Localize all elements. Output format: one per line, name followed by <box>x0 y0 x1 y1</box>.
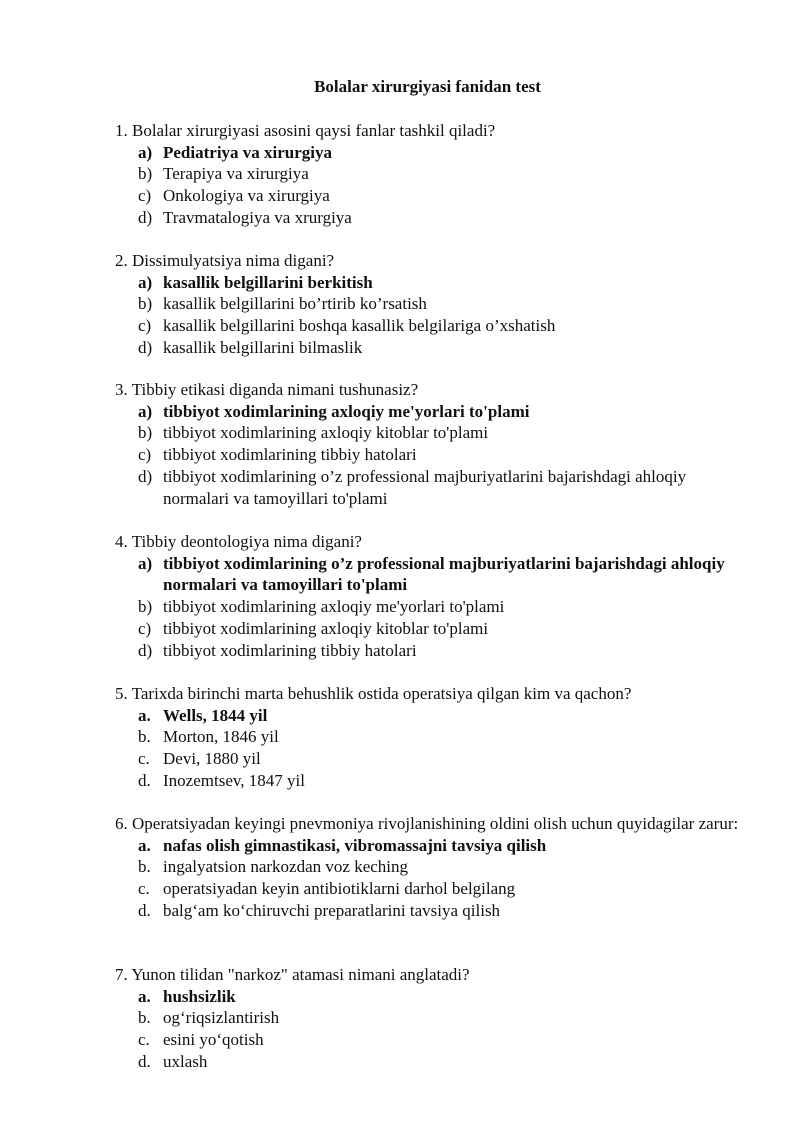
option-text: nafas olish gimnastikasi, vibromassajni tavsiya qilish <box>163 835 547 855</box>
question-1 <box>115 120 755 229</box>
option-text: tibbiyot xodimlarining tibbiy hatolari <box>163 640 417 660</box>
option-label: c. <box>138 1030 150 1050</box>
answer-option <box>115 1051 755 1073</box>
option-label: d) <box>138 337 153 357</box>
option-text: Pediatriya va xirurgiya <box>163 142 333 162</box>
option-label: b) <box>138 164 153 184</box>
option-text: esini yo‘qotish <box>163 1030 264 1050</box>
answer-option <box>115 163 755 185</box>
option-label: c. <box>138 879 150 899</box>
option-text: tibbiyot xodimlarining tibbiy hatolari <box>163 445 417 465</box>
option-label: c. <box>138 749 150 769</box>
correct-answer-option <box>115 705 755 727</box>
answer-option <box>115 640 755 662</box>
option-text: Terapiya va xirurgiya <box>163 164 309 184</box>
answer-option <box>115 726 755 748</box>
answer-option <box>115 618 755 640</box>
options-list <box>115 142 755 229</box>
answer-option <box>115 1007 755 1029</box>
option-label: c) <box>138 316 152 336</box>
option-label: a) <box>138 142 153 162</box>
option-text: Travmatalogiya va xrurgiya <box>163 207 352 227</box>
page-title: Bolalar xirurgiyasi fanidan test <box>314 77 541 96</box>
option-label: b. <box>138 857 151 877</box>
option-label: a. <box>138 705 151 725</box>
option-label: d) <box>138 207 153 227</box>
option-label: d. <box>138 1051 151 1071</box>
answer-option <box>115 856 755 878</box>
answer-option <box>115 900 755 922</box>
correct-answer-option <box>115 272 755 294</box>
answer-option <box>115 422 755 444</box>
option-label: d) <box>138 466 153 486</box>
option-label: c) <box>138 186 152 206</box>
options-list <box>115 272 755 359</box>
answer-option <box>115 207 755 229</box>
option-text: kasallik belgillarini bo’rtirib ko’rsatish <box>163 294 427 314</box>
option-text: tibbiyot xodimlarining axloqiy kitoblar to'plami <box>163 618 489 638</box>
option-label: a. <box>138 835 151 855</box>
option-text: Inozemtsev, 1847 yil <box>163 770 305 790</box>
option-text: kasallik belgillarini berkitish <box>163 272 373 292</box>
question-text: 4. Tibbiy deontologiya nima digani? <box>115 532 362 551</box>
correct-answer-option <box>115 553 755 596</box>
option-label: c) <box>138 618 152 638</box>
question-text: 2. Dissimulyatsiya nima digani? <box>115 251 335 270</box>
option-label: b) <box>138 423 153 443</box>
answer-option <box>115 596 755 618</box>
option-text: kasallik belgillarini boshqa kasallik belgilariga o’xshatish <box>163 316 556 336</box>
option-label: c) <box>138 445 152 465</box>
option-text: og‘riqsizlantirish <box>163 1008 280 1028</box>
answer-option <box>115 466 755 509</box>
options-list <box>115 553 755 662</box>
option-text: kasallik belgillarini bilmaslik <box>163 337 363 357</box>
answer-option <box>115 315 755 337</box>
option-label: a) <box>138 401 153 421</box>
options-list <box>115 705 755 792</box>
answer-option <box>115 878 755 900</box>
option-label: b) <box>138 294 153 314</box>
option-text: tibbiyot xodimlarining axloqiy me'yorlari to'plami <box>163 597 505 617</box>
option-text: tibbiyot xodimlarining axloqiy kitoblar to'plami <box>163 423 489 443</box>
option-text: ingalyatsion narkozdan voz keching <box>163 857 409 877</box>
answer-option <box>115 185 755 207</box>
correct-answer-option <box>115 986 755 1008</box>
correct-answer-option <box>115 401 755 423</box>
question-text: 1. Bolalar xirurgiyasi asosini qaysi fanlar tashkil qiladi? <box>115 121 496 140</box>
options-list <box>115 401 755 510</box>
option-text: hushsizlik <box>163 986 236 1006</box>
option-text: Devi, 1880 yil <box>163 749 261 769</box>
option-label: d. <box>138 900 151 920</box>
question-5 <box>115 683 755 792</box>
option-text: operatsiyadan keyin antibiotiklarni darhol belgilang <box>163 879 516 899</box>
question-text: 6. Operatsiyadan keyingi pnevmoniya rivojlanishining oldini olish uchun quyidagilar zarur: <box>115 814 739 833</box>
option-text: balg‘am ko‘chiruvchi preparatlarini tavsiya qilish <box>163 900 501 920</box>
option-label: a) <box>138 553 153 573</box>
question-text: 5. Tarixda birinchi marta behushlik ostida operatsiya qilgan kim va qachon? <box>115 684 632 703</box>
correct-answer-option <box>115 835 755 857</box>
option-label: a. <box>138 986 151 1006</box>
answer-option <box>115 337 755 359</box>
question-3 <box>115 379 755 509</box>
option-label: b. <box>138 1008 151 1028</box>
question-4 <box>115 531 755 661</box>
option-label: d) <box>138 640 153 660</box>
option-text: Wells, 1844 yil <box>163 705 268 725</box>
options-list <box>115 835 755 922</box>
option-text: uxlash <box>163 1051 208 1071</box>
question-text: 3. Tibbiy etikasi diganda nimani tushunasiz? <box>115 380 419 399</box>
option-text: tibbiyot xodimlarining axloqiy me'yorlari to'plami <box>163 401 530 421</box>
question-2 <box>115 250 755 359</box>
option-label: b) <box>138 597 153 617</box>
correct-answer-option <box>115 142 755 164</box>
option-text: tibbiyot xodimlarining o’z professional majburiyatlarini bajarishdagi ahloqiy normalari va tamoyillari to'plami <box>163 466 687 508</box>
question-text: 7. Yunon tilidan "narkoz" atamasi nimani anglatadi? <box>115 965 470 984</box>
question-6 <box>115 813 755 922</box>
option-label: b. <box>138 727 151 747</box>
question-7 <box>115 964 755 1073</box>
answer-option <box>115 770 755 792</box>
options-list <box>115 986 755 1073</box>
option-label: a) <box>138 272 153 292</box>
option-text: Onkologiya va xirurgiya <box>163 186 330 206</box>
option-text: Morton, 1846 yil <box>163 727 279 747</box>
answer-option <box>115 1029 755 1051</box>
option-label: d. <box>138 770 151 790</box>
option-text: tibbiyot xodimlarining o’z professional majburiyatlarini bajarishdagi ahloqiy normalari va tamoyillari to'plami <box>163 553 725 595</box>
answer-option <box>115 444 755 466</box>
answer-option <box>115 748 755 770</box>
answer-option <box>115 293 755 315</box>
